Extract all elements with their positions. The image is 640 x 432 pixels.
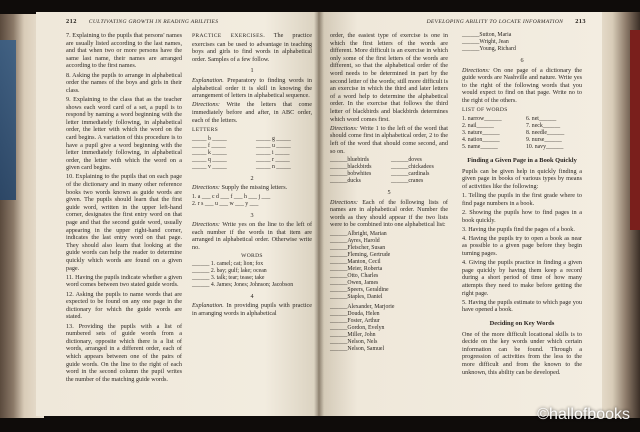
word-item: 5. name______ — [462, 144, 498, 151]
directions-text: Each of the following lists of names are in alphabetical order. Number the words as they should appear if the two lists were to be combined into one alphabetical list: — [330, 198, 448, 229]
bird-item: ______bobwhites — [330, 171, 372, 178]
bird-item: ______bluebirds — [330, 157, 369, 164]
paragraph: 8. Asking the pupils to arrange in alphabetical order the names of the boys and girls in their class. — [66, 71, 182, 94]
name-item: ______Speers, Geraldine — [330, 286, 389, 293]
directions-text: Write yes on the line to the left of each number if the words in that item are arranged in alphabetical order. Otherwise write no. — [192, 221, 313, 251]
word-set: ______ 4. James; Jones; Johnson; Jacobson — [192, 281, 294, 288]
left-running-title: CULTIVATING GROWTH IN READING ABILITIES — [88, 19, 219, 25]
watermark: ©hallofbooks — [537, 406, 630, 423]
name-item: ______Fleischer, Susan — [330, 244, 386, 251]
exercise-number: 4 — [250, 292, 254, 300]
section-heading: Deciding on Key Words — [489, 320, 555, 327]
bird-item: ______cardinals — [391, 171, 430, 178]
section-heading: Finding a Given Page in a Book Quickly — [467, 157, 577, 165]
word-item: 6. net______ — [526, 116, 557, 123]
name-item: ______Alexander, Marjorie — [330, 303, 395, 310]
names-list-2 — [330, 304, 448, 353]
letter-blank: _____ k _____ — [192, 149, 227, 156]
missing-letters-line: 2. r s ___ u ___ w ___ y ___ — [192, 200, 259, 207]
list-of-words-label: LIST OF WORDS — [462, 106, 508, 113]
paragraph: 13. Providing the pupils with a list of numbered sets of guide words from a dictionary, opposite which there is a list of words, arranged in a different order, each of which appears between one of the pairs of guide words. On the line to the right of each word in the second column the pupil writes the number of the matching guide words. — [66, 322, 182, 383]
bird-item: ______cranes — [391, 178, 424, 185]
left-page-number: 212 — [66, 18, 77, 25]
directions-text: On one page of a dictionary the guide words are Nashville and nature. Write yes to the right of the following words that you would expect to find on that page. Write no to the right of the others. — [462, 66, 583, 104]
name-item: ______Otto, Charles — [330, 272, 379, 279]
paragraph: 10. Explaining to the pupils that on each page of the dictionary and in many other reference books two words known as guide words are given. The pupils should learn that the first guide word, written in the upper left-hand corner, designates the first entry word on that page and that the second guide word, usually appearing in the upper right-hand corner, indicates the last entry word on that page. They should also learn that looking at the guide words can help the reader to determine quickly which words are found on a given page. — [66, 173, 182, 272]
list-item: 5. Having the pupils estimate to which page you have opened a book. — [462, 298, 582, 314]
missing-letters-line: 1. a ___ c d ___ f ___ h ___ j ___ — [192, 193, 271, 200]
directions-label: Directions: — [192, 221, 220, 229]
book-gutter — [314, 12, 324, 416]
letters-grid — [192, 136, 312, 171]
word-item: 10. navy______ — [526, 144, 564, 151]
name-item: ______Ayres, Harold — [330, 237, 380, 244]
exercise-number: 1 — [250, 67, 254, 75]
explanation-text: Preparatory to finding words in alphabetical order it is skill in knowing the arrangement of letters in alphabetical sequence. — [192, 76, 312, 100]
paragraph: order, the easiest type of exercise is one in which the first letters of the words are different. More difficult is an exercise in which only some of the first letters of the words are different, so that the alphabetical order of the word needs to be determined in part by the second letter of the words; still more difficult is an exercise in which the third and later letters of a word help to determine the alphabetical order. In the exercise that follows the third letter of blackbirds and blackbirds determines which word comes first. — [330, 32, 448, 123]
name-item: ______Sutton, Maria — [462, 32, 512, 38]
left-column-2: PRACTICE EXERCISES. The practice exercises can be used to advantage in teaching boys and girls to find words in alphabetical order. Samples of a few follow. 1 Explanation. Preparatory to finding words in alphabetical order it is skill in knowing the arrangement of letters in alphabetical sequence. Directions: Write the letters that come immediately before and after, in ABC order, each of the letters. LETTERS _____ b _____ _____ f _____ _____ k _____ _____ q _____ _____ v _____ _____ g _____ _____ u _____ _____ i _____ _____ r _____ _____ n _____ 2 Directions: Supply the missing letters. 1. a ___ c d ___ f ___ h ___ j ___ 2. r s ___ u ___ w ___ y ___ 3 Directions: Write yes on the line to the left of each number if the words in that item are arranged in alphabetical order. Otherwise write no. WORDS ______ 1. camel; cat; lion; fox ______ 2. bay; gulf; lake; ocean ______ 3. talk; tear; tease; take ______ 4. James; Jones; Johnson; Jacobson 4 Explanation. In providing pupils with practice in arranging words in alphabetical — [192, 32, 313, 317]
letter-blank: _____ u _____ — [256, 142, 291, 149]
word-item: 3. nature______ — [462, 130, 500, 137]
letter-blank: _____ i _____ — [256, 149, 290, 156]
right-column-2 — [462, 32, 582, 378]
list-item: 4. Giving the pupils practice in finding a given page quickly by having them keep a record during a short period of time of how many attempts they need to make before getting the right page. — [462, 259, 582, 297]
word-item: 2. nail______ — [462, 123, 494, 130]
paragraph: 11. Having the pupils indicate whether a given word comes between two stated guide words. — [66, 273, 182, 289]
paragraph: 9. Explaining to the class that as the teacher shows each word card of a set, a pupil is to respond by naming a word beginning with the letter immediately following, in alphabetical order, the letter with which the word on the card begins. A variation of this procedure is to have a pupil give a word beginning with the letter immediately following, in alphabetical order, the letter with which the word on a given card begins. — [66, 95, 182, 172]
practice-text: The practice exercises can be used to advantage in teaching boys and girls to find words in alphabetical order. Samples of a few follow. — [192, 32, 312, 63]
left-page — [36, 12, 322, 416]
paragraph: 12. Asking the pupils to name words that are expected to be found on any one page in the dictionary for which the guide words are stated. — [66, 290, 182, 321]
name-item: ______Douda, Helen — [330, 310, 380, 317]
exercise-number: 5 — [387, 189, 391, 197]
word-item: 1. narrow______ — [462, 116, 502, 123]
name-item: ______Albright, Marian — [330, 230, 387, 237]
directions-text: Write 1 to the left of the word that should come first in alphabetical order, 2 to the left of the word that should come second, and so on. — [330, 124, 449, 155]
right-column-1 — [330, 32, 448, 353]
name-item: ______Owen, James — [330, 279, 379, 286]
list-item: 1. Telling the pupils in the first grade where to find page numbers in a book. — [462, 192, 582, 207]
right-running-head — [330, 18, 586, 27]
letter-blank: _____ f _____ — [192, 142, 226, 149]
letter-blank: _____ n _____ — [256, 163, 291, 170]
list-item: 3. Having the pupils find the pages of a book. — [462, 225, 575, 233]
words-label: WORDS — [241, 253, 263, 260]
directions-text: Supply the missing letters. — [221, 184, 288, 192]
exercise-number: 6 — [520, 57, 524, 64]
name-item: ______Young, Richard — [462, 46, 516, 52]
letter-blank: _____ r _____ — [256, 156, 290, 163]
name-item: ______Meier, Roberta — [330, 265, 383, 272]
exercise-number: 2 — [250, 174, 254, 182]
letter-blank: _____ q _____ — [192, 156, 227, 163]
word-set: ______ 1. camel; cat; lion; fox — [192, 260, 264, 267]
directions-text: Write the letters that come immediately before and after, in ABC order, each of the letters. — [192, 101, 312, 124]
names-list-2-continued — [462, 32, 582, 53]
name-item: ______Wright, Jean — [462, 39, 509, 45]
word-item: 7. neck______ — [526, 123, 561, 130]
exercise-number: 3 — [250, 211, 254, 219]
name-item: ______Manton, Cecil — [330, 258, 381, 265]
directions-label: Directions: — [330, 124, 358, 132]
letters-label: LETTERS — [192, 127, 219, 134]
paragraph: One of the more difficult locational skills is to decide on the key words under which certain information can be found. Through a progression of activities from the less to the more difficult and from the known to the unknown, this ability can be developed. — [462, 330, 582, 376]
explanation-text: In providing pupils with practice in arranging words in alphabetical — [192, 302, 312, 317]
directions-label: Directions: — [192, 184, 220, 192]
name-item: ______Nelson, Nels — [330, 338, 378, 345]
letter-blank: _____ g _____ — [256, 135, 291, 142]
right-cover-edge — [630, 30, 640, 230]
bird-item: ______ducks — [330, 178, 361, 185]
name-item: ______Foster, Arthur — [330, 317, 380, 324]
practice-label: PRACTICE EXERCISES — [192, 33, 264, 39]
explanation-label: Explanation. — [192, 302, 224, 310]
directions-label: Directions: — [330, 198, 358, 206]
list-item: 2. Showing the pupils how to find pages in a book quickly. — [462, 208, 582, 224]
word-list-grid — [462, 116, 582, 151]
explanation-label: Explanation. — [192, 76, 224, 84]
name-item: ______Gordon, Evelyn — [330, 324, 385, 331]
word-item: 9. nurse______ — [526, 137, 562, 144]
name-item: ______Nelson, Samuel — [330, 345, 385, 352]
bird-item: ______blackbirds — [330, 164, 372, 171]
directions-label: Directions: — [192, 101, 220, 109]
right-running-title: DEVELOPING ABILITY TO LOCATE INFORMATION — [426, 19, 564, 25]
bird-item: ______doves — [391, 157, 422, 164]
paragraph: 7. Explaining to the pupils that persons' names are usually listed according to the last names, and that when two or more persons have the same last name, their names are arranged according to the first names. — [66, 32, 182, 70]
letter-blank: _____ b _____ — [192, 135, 227, 142]
left-cover-edge — [0, 40, 16, 200]
word-item: 4. nation______ — [462, 137, 500, 144]
names-list-1 — [330, 231, 448, 301]
name-item: ______Miller, John — [330, 331, 376, 338]
paragraph: Pupils can be given help in quickly finding a given page in books of various types by means of activities like the following: — [462, 167, 582, 190]
word-set: ______ 2. bay; gulf; lake; ocean — [192, 267, 267, 274]
right-page — [318, 12, 602, 416]
list-item: 4. Having the pupils try to open a book as near as possible to a given page before they begin turning pages. — [462, 234, 582, 258]
word-set: ______ 3. talk; tear; tease; take — [192, 274, 265, 281]
directions-label: Directions: — [462, 66, 490, 74]
name-item: ______Fleming, Gertrude — [330, 251, 391, 258]
birds-list — [330, 157, 448, 185]
right-page-number: 213 — [575, 18, 586, 25]
name-item: ______Staples, Daniel — [330, 293, 383, 300]
left-column-1 — [66, 32, 182, 385]
bird-item: ______chickadees — [391, 164, 434, 171]
left-running-head — [66, 18, 314, 27]
letter-blank: _____ v _____ — [192, 163, 227, 170]
word-item: 8. needle______ — [526, 130, 565, 137]
